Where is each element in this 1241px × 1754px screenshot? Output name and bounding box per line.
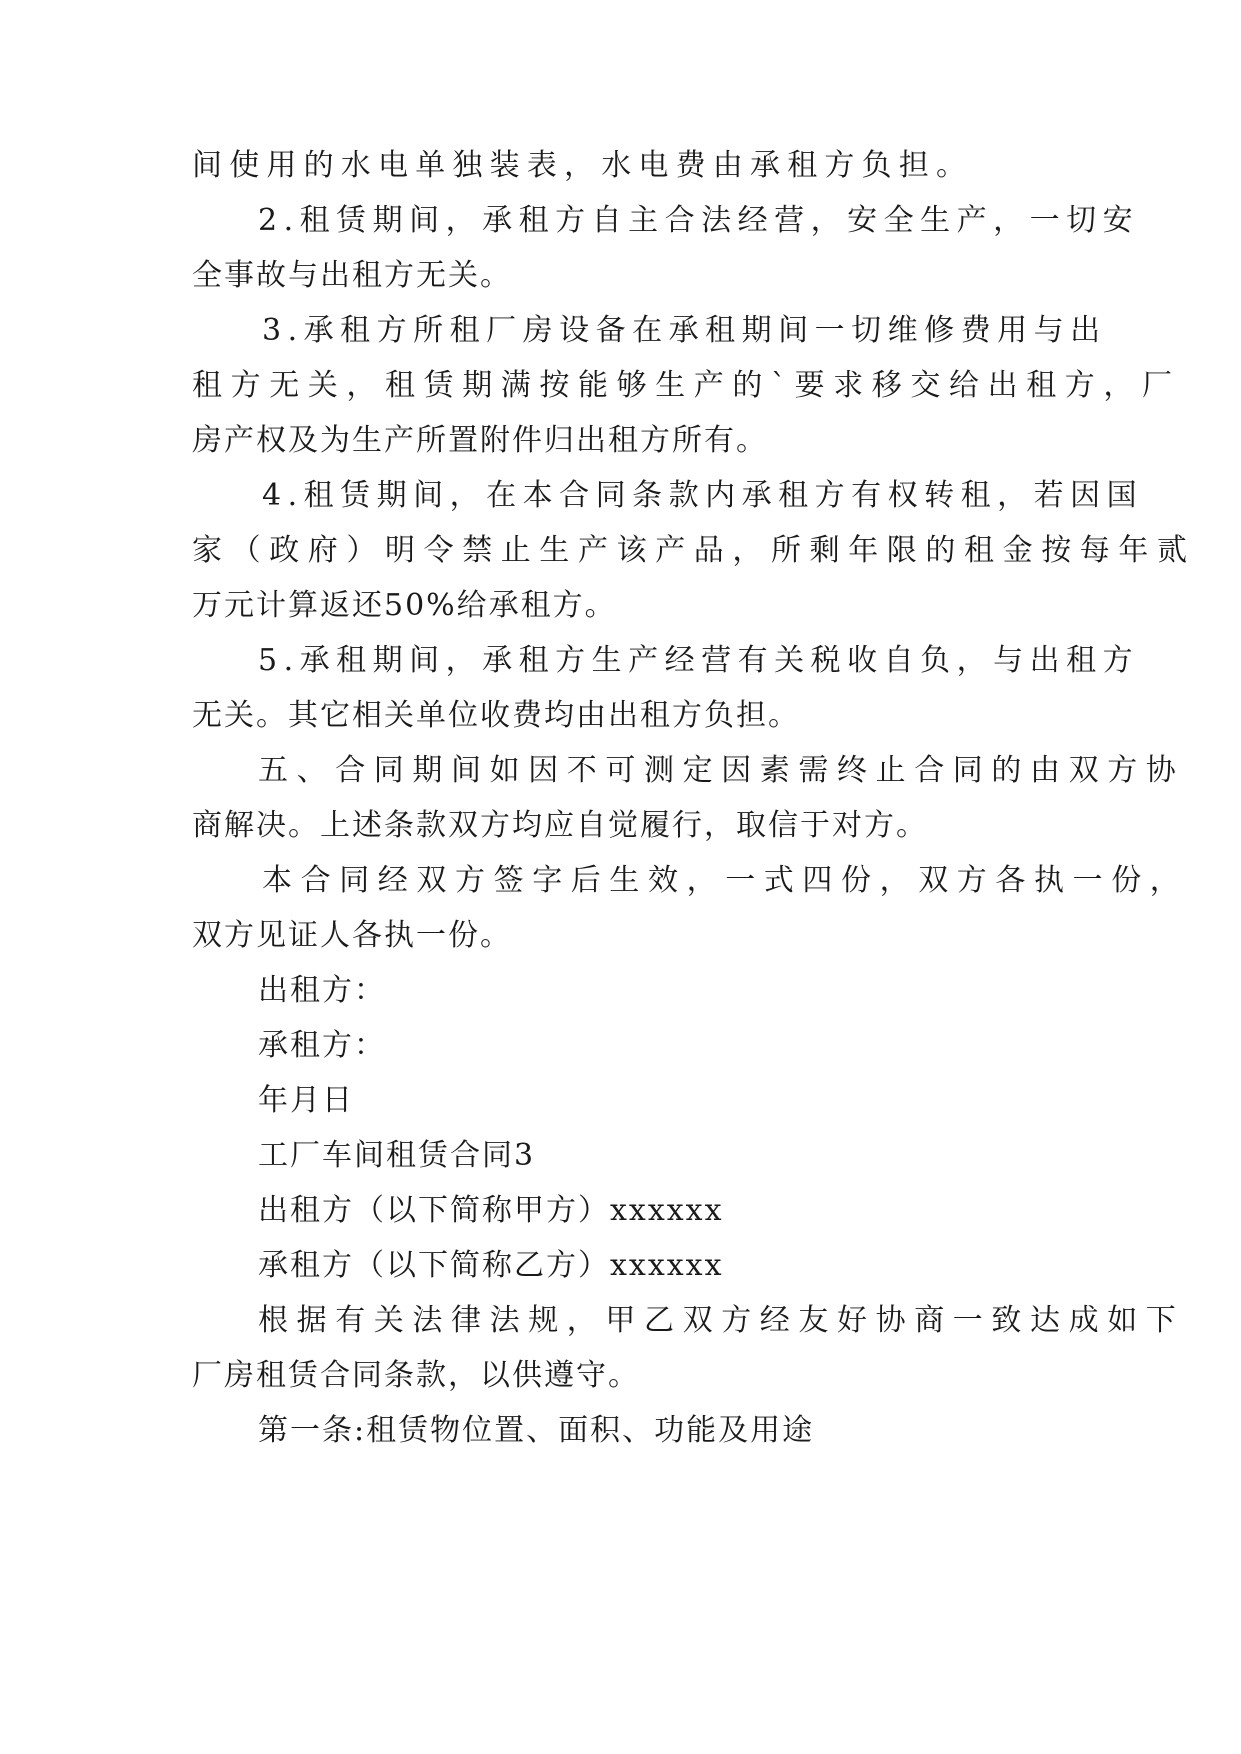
party-b-line: 承租方（以下简称乙方）xxxxxx — [258, 1248, 724, 1283]
paragraph-line: 五、合同期间如因不可测定因素需终止合同的由双方协 — [258, 753, 1185, 788]
paragraph-line: 5.承租期间，承租方生产经营有关税收自负，与出租方 — [258, 643, 1140, 678]
paragraph-line: 双方见证人各执一份。 — [192, 918, 512, 953]
signature-lessee-label: 承租方： — [258, 1028, 386, 1063]
paragraph-line: 4.租赁期间，在本合同条款内承租方有权转租，若因国 — [262, 478, 1144, 513]
paragraph-line: 厂房租赁合同条款，以供遵守。 — [192, 1358, 640, 1393]
article-heading: 第一条:租赁物位置、面积、功能及用途 — [258, 1413, 815, 1448]
contract-title: 工厂车间租赁合同3 — [258, 1138, 536, 1173]
paragraph-line: 无关。其它相关单位收费均由出租方负担。 — [192, 698, 800, 733]
signature-date-label: 年月日 — [258, 1083, 354, 1118]
party-a-line: 出租方（以下简称甲方）xxxxxx — [258, 1193, 724, 1228]
signature-lessor-label: 出租方： — [258, 973, 386, 1008]
paragraph-line: 3.承租方所租厂房设备在承租期间一切维修费用与出 — [262, 313, 1107, 348]
paragraph-line: 万元计算返还50%给承租方。 — [192, 588, 617, 623]
paragraph-line: 租方无关，租赁期满按能够生产的`要求移交给出租方，厂 — [192, 368, 1181, 403]
paragraph-line: 本合同经双方签字后生效，一式四份，双方各执一份， — [262, 863, 1189, 898]
paragraph-line: 房产权及为生产所置附件归出租方所有。 — [192, 423, 768, 458]
paragraph-line: 2.租赁期间，承租方自主合法经营，安全生产，一切安 — [258, 203, 1140, 238]
paragraph-line: 间使用的水电单独装表，水电费由承租方负担。 — [192, 148, 974, 183]
paragraph-line: 全事故与出租方无关。 — [192, 258, 512, 293]
paragraph-line: 家（政府）明令禁止生产该产品，所剩年限的租金按每年贰 — [192, 533, 1196, 568]
paragraph-line: 根据有关法律法规，甲乙双方经友好协商一致达成如下 — [258, 1303, 1185, 1338]
paragraph-line: 商解决。上述条款双方均应自觉履行，取信于对方。 — [192, 808, 928, 843]
